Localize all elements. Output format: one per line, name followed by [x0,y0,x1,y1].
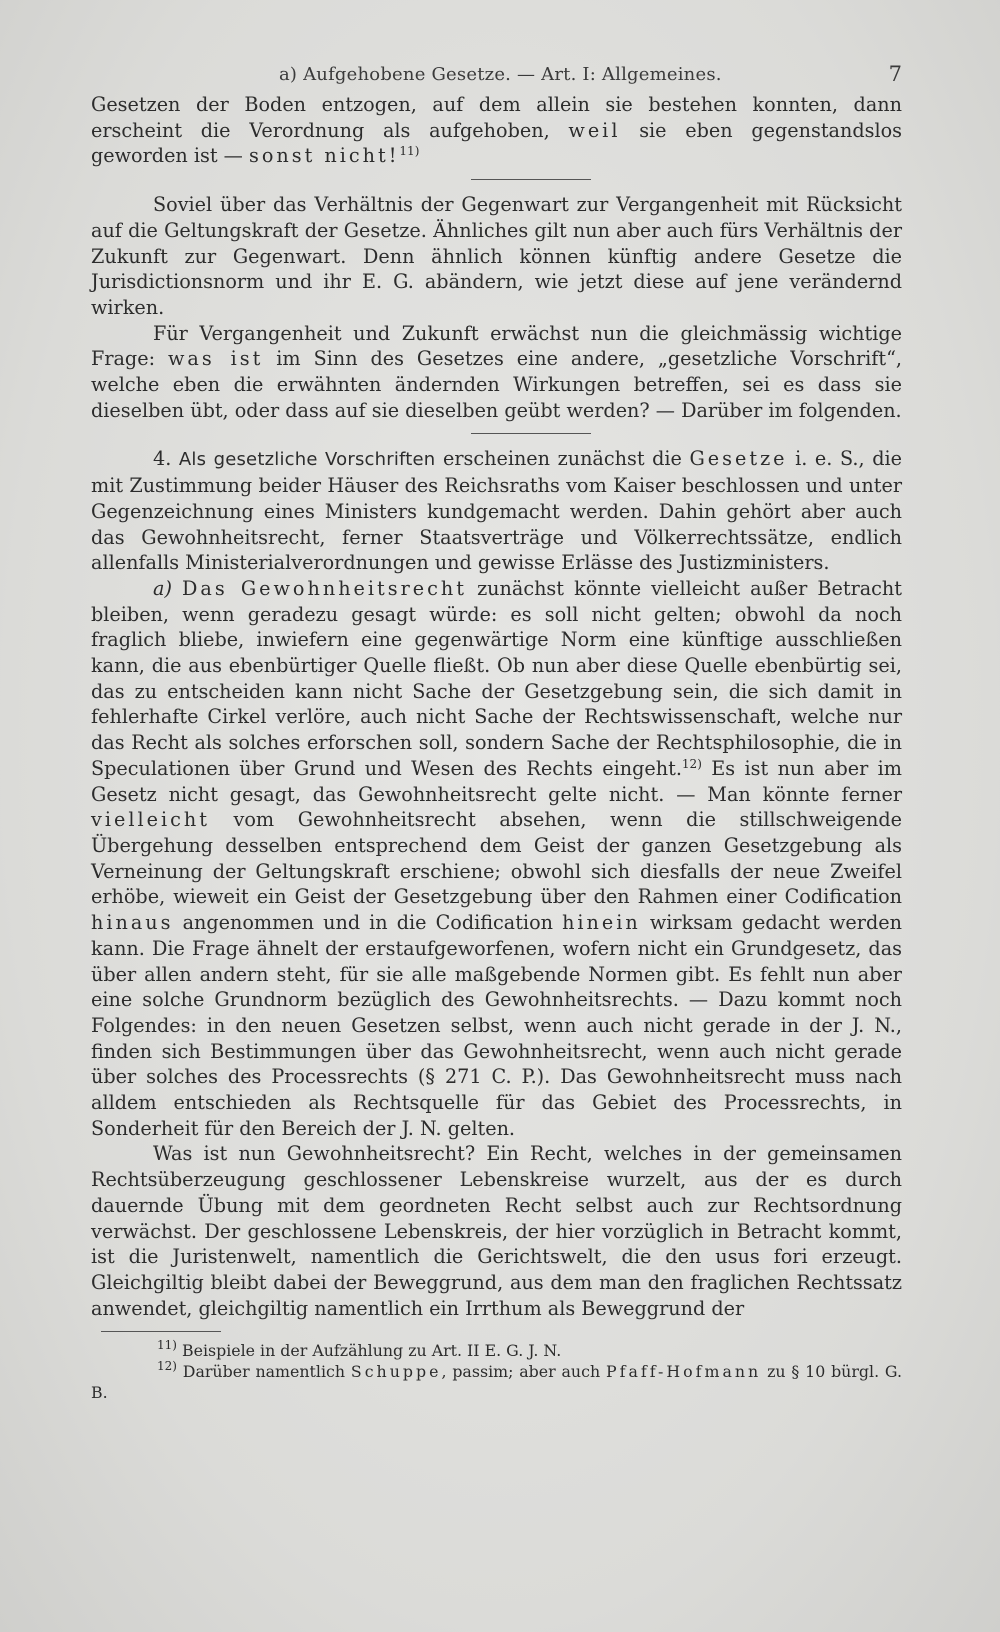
footnote-11: $^{11)}$ Beispiele in der Aufzählung zu Art. II E. G. J. N. [157,1338,562,1361]
spaced-emphasis: sonst nicht! [248,144,400,168]
paragraph-continued: Gesetzen der Boden entzogen, auf dem allein sie bestehen konnten, dann erscheint die Verordnung als aufgehoben, weil sie eben gegenstandslos geworden ist — sonst nicht!$^{11)}$ [91,93,902,168]
running-header [91,58,902,92]
footnote-ref-11: 11) [399,144,420,159]
footnotes [91,1340,902,1403]
running-title: a) Aufgehobene Gesetze. — Art. I: Allgemeines. [279,64,722,85]
main-text [91,92,902,1321]
footnote-ref-12: 12) [681,756,702,771]
paragraph-soviel: Soviel über das Verhältnis der Gegenwart zur Vergangenheit mit Rücksicht auf die Geltungskraft der Gesetze. Ähnliches gilt nun aber auch fürs Verhältnis der Zukunft zur Gegenwart. Denn ähnlich können künftig andere Gesetze die Jurisdictionsnorm und ihr E. G. abändern, wie jetzt diese auf jene verändernd wirken. [91,193,902,319]
section-heading: Als gesetzliche Vorschriften [178,449,436,471]
paragraph-question: Für Vergangenheit und Zukunft erwächst nun die gleichmässig wichtige Frage: was ist im Sinn des Gesetzes eine andere, „gesetzliche Vorschrift“, welche eben die erwähnten ändernden Wirkungen betreffen, sei es dass sie dieselben übt, oder dass auf sie dieselben geübt werden? — Darüber im folgenden. [91,321,902,422]
paragraph-gewohnheitsrecht: a) Das Gewohnheitsrecht zunächst könnte vielleicht außer Betracht bleiben, wenn geradezu gesagt würde: es soll nicht gelten; obwohl da noch fraglich bliebe, inwiefern eine gegenwärtige Norm eine künftige ausschließen kann, die aus ebenbürtiger Quelle fließt. Ob nun aber diese Quelle ebenbürtig sei, das zu entscheiden kann nicht Sache der Gesetzgebung sein, die sich damit in fehlerhafte Cirkel verlöre, auch nicht Sache der Rechtswissenschaft, welche nur das Recht als solches erforschen soll, sondern Sache der Rechtsphilosophie, die in Speculationen über Grund und Wesen des Rechts eingeht.$^{12)}$ Es ist nun aber im Gesetz nicht gesagt, das Gewohnheitsrecht gelte nicht. — Man könnte ferner vielleicht vom Gewohnheitsrecht absehen, wenn die stillschweigende Übergehung desselben entsprechend dem Geist der ganzen Gesetzgebung als Verneinung der Geltungskraft erschiene; obwohl sich diesfalls der neue Zweifel erhöbe, wieweit ein Geist der Gesetzgebung über den Rahmen einer Codification hinaus angenommen und in die Codification hinein wirksam gedacht werden kann. Die Frage ähnelt der erstaufgeworfenen, wofern nicht ein Grundgesetz, das über allen andern steht, für sie alle maßgebende Normen gibt. Es fehlt nun aber eine solche Grundnorm bezüglich des Gewohnheitsrechts. — Dazu kommt noch Folgendes: in den neuen Gesetzen selbst, wenn auch nicht gerade in der J. N., finden sich Bestimmungen über das Gewohnheitsrecht, wenn auch nicht gerade über solches des Processrechts (§ 271 C. P.). Das Gewohnheitsrecht muss nach alldem entschieden als Rechtsquelle für das Gebiet des Processrechts, in Sonderheit für den Bereich der J. N. gelten. [91,576,902,1140]
section-divider [471,433,591,434]
paragraph-definition: Was ist nun Gewohnheitsrecht? Ein Recht, welches in der gemeinsamen Rechtsüberzeugung geschlossener Lebenskreise wurzelt, aus der es durch dauernde Übung mit dem geordneten Recht selbst auch zur Rechtsordnung verwächst. Der geschlossene Lebenskreis, der hier vorzüglich in Betracht kommt, ist die Juristenwelt, namentlich die Gerichtswelt, die den usus fori erzeugt. Gleichgiltig bleibt dabei der Beweggrund, aus dem man den fraglichen Rechtssatz anwendet, gleichgiltig namentlich ein Irrthum als Beweggrund der [91,1142,902,1320]
section-divider [471,179,591,180]
spaced-emphasis: was ist [167,347,264,371]
spaced-emphasis: weil [568,118,621,142]
spaced-emphasis: hinaus [91,911,174,935]
item-marker: a) [153,576,172,600]
spaced-emphasis: Gesetze [689,447,788,471]
footnote-divider [101,1331,221,1332]
section-number: 4. [153,447,172,471]
author-name: Pfaff-Hofmann [605,1362,762,1382]
section-4-paragraph: 4. Als gesetzliche Vorschriften erscheinen zunächst die Gesetze i. e. S., die mit Zustimmung beider Häuser des Reichsraths vom Kaiser beschlossen und unter Gegenzeichnung eines Ministers kundgemacht werden. Dahin gehört aber auch das Gewohnheitsrecht, ferner Staatsverträge und Völkerrechtssätze, endlich allenfalls Ministerialverordnungen und gewisse Erlässe des Justizministers. [91,447,902,575]
author-name: Schuppe [350,1362,442,1382]
spaced-emphasis: vielleicht [91,808,210,832]
spaced-emphasis: Das Gewohnheitsrecht [182,576,467,600]
footnote-12: $^{12)}$ Darüber namentlich Schuppe, passim; aber auch Pfaff-Hofmann zu § 10 bürgl. G. B. [91,1359,903,1403]
spaced-emphasis: hinein [562,911,641,935]
page-number: 7 [888,62,902,86]
